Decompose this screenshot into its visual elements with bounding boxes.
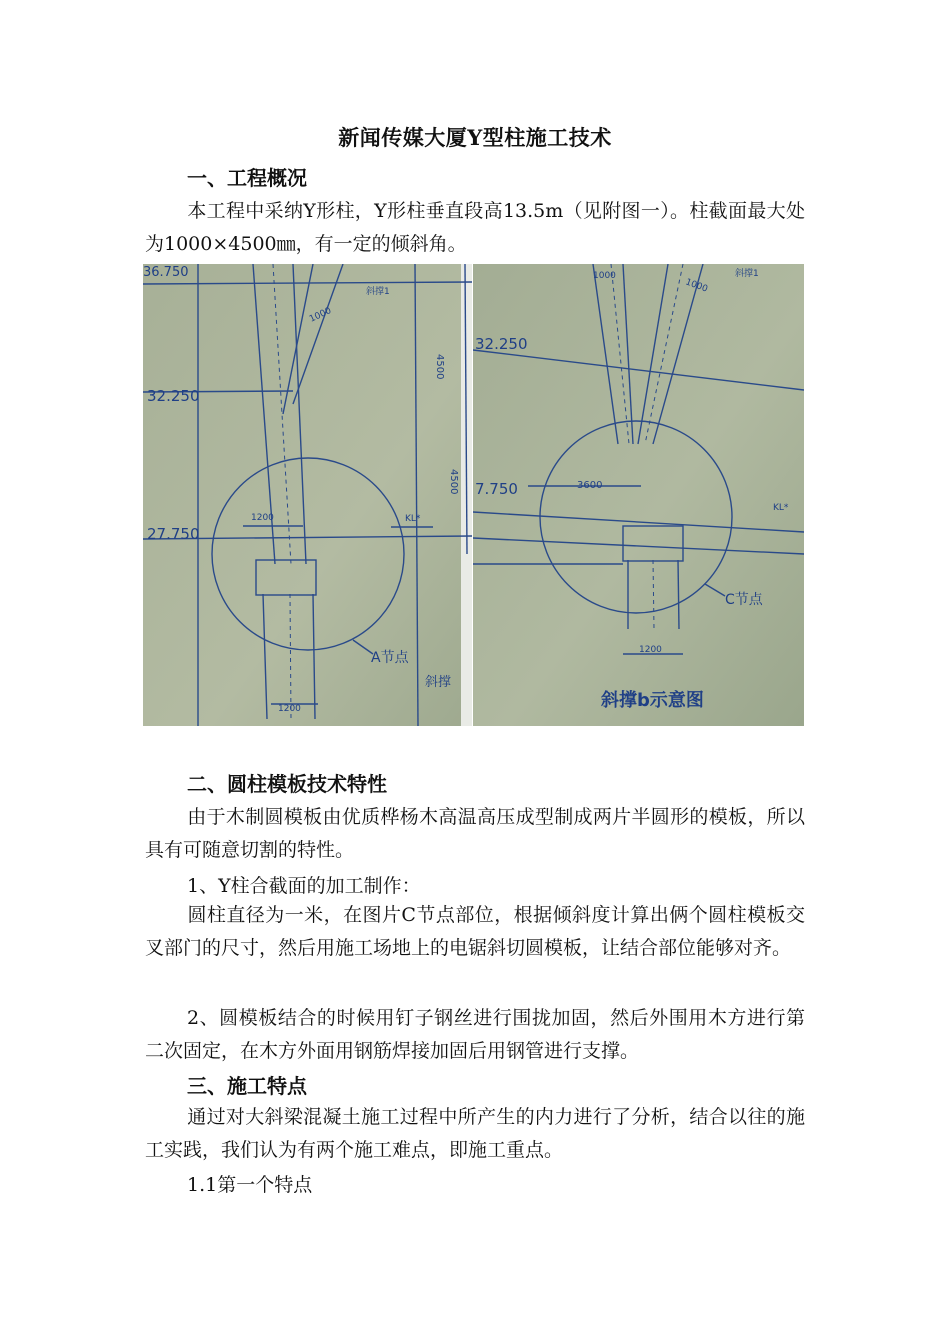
item-1-heading: 1、Y柱合截面的加工制作： <box>187 875 421 897</box>
node-c-label: C节点 <box>725 592 763 608</box>
kl-label: KL* <box>405 514 421 524</box>
node-a-label: A节点 <box>371 650 409 666</box>
dim-1200-label: 1200 <box>639 645 662 655</box>
elevation-label-1: 32.250 <box>475 335 528 353</box>
section-2-text: 由于木制圆模板由优质桦杨木高温高压成型制成两片半圆形的模板，所以具有可随意切割的特性。 <box>145 806 805 861</box>
elevation-label-1: 32.250 <box>147 387 200 405</box>
dim-1000-label-a: 1000 <box>593 271 616 281</box>
elevation-label-2: 7.750 <box>475 480 518 498</box>
edge-caption-text: 斜撑 <box>425 675 452 690</box>
section-1-paragraph <box>145 195 805 260</box>
drawing-photo-a <box>143 264 472 726</box>
section-3-heading: 三、施工特点 <box>187 1074 307 1098</box>
section-1-text: 本工程中采纳Y形柱，Y形柱垂直段高13.5m（见附图一）。柱截面最大处为1000×4500㎜，有一定的倾斜角。 <box>145 200 805 255</box>
elevation-top-label: 36.750 <box>143 265 189 280</box>
dim-1200-label-a: 1200 <box>251 513 274 523</box>
dim-1200-label-b: 1200 <box>278 704 301 714</box>
kl-label: KL* <box>773 503 789 513</box>
drawing-photo-c <box>473 264 804 726</box>
item-1-text: 圆柱直径为一米，在图片C节点部位，根据倾斜度计算出俩个圆柱模板交叉部门的尺寸，然后用施工场地上的电锯斜切圆模板，让结合部位能够对齐。 <box>145 904 805 959</box>
dim-1000-label-b: 1000 <box>683 277 709 295</box>
item-2-paragraph <box>145 1002 805 1067</box>
dim-1000-label: 1000 <box>308 305 334 325</box>
brace-label: 斜撑1 <box>735 269 759 279</box>
item-1-paragraph <box>145 899 805 964</box>
brace-label: 斜撑1 <box>366 287 390 297</box>
dim-3600-label: 3600 <box>577 480 603 491</box>
section-1-heading: 一、工程概况 <box>187 166 307 190</box>
section-2-paragraph <box>145 801 805 866</box>
elevation-label-2: 27.750 <box>147 525 200 543</box>
item-2-text: 2、圆模板结合的时候用钉子钢丝进行围拢加固，然后外围用木方进行第二次固定，在木方外面用钢筋焊接加固后用钢管进行支撑。 <box>145 1007 805 1062</box>
document-title: 新闻传媒大厦Y型柱施工技术 <box>338 125 612 150</box>
section-3-paragraph <box>145 1101 805 1166</box>
figure-caption: 斜撑b示意图 <box>601 690 704 711</box>
section-2-heading: 二、圆柱模板技术特性 <box>187 772 387 796</box>
dim-4500-label-b: 4500 <box>448 469 459 495</box>
subsection-1-1-heading: 1.1第一个特点 <box>187 1174 313 1196</box>
dim-4500-label-a: 4500 <box>434 354 445 380</box>
section-3-text: 通过对大斜梁混凝土施工过程中所产生的内力进行了分析，结合以往的施工实践，我们认为有两个施工难点，即施工重点。 <box>145 1106 805 1161</box>
